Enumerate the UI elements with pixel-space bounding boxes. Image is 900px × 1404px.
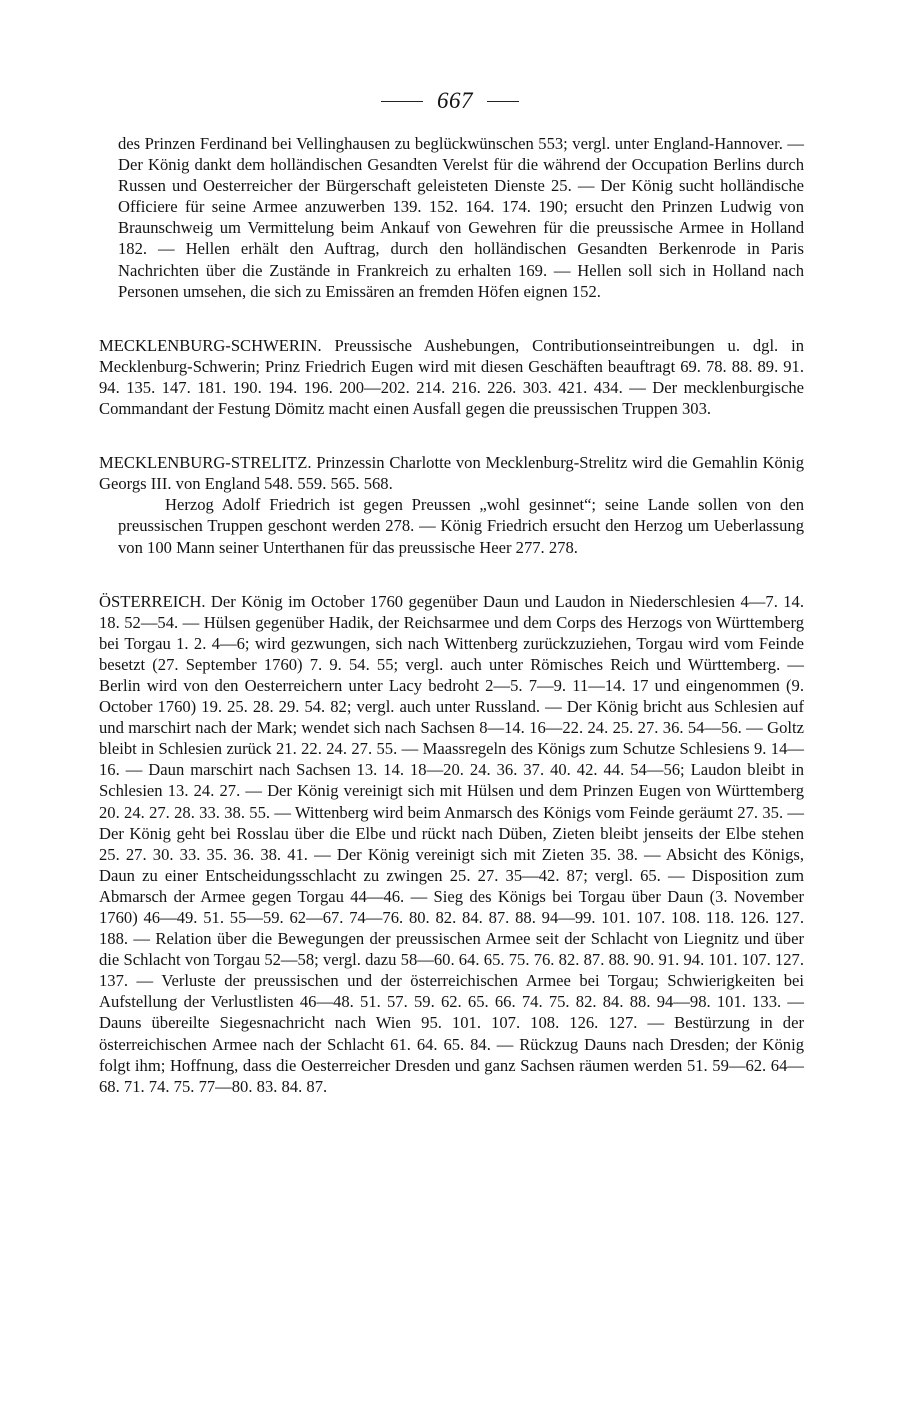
header-rule-right [487,101,519,102]
page-header [0,86,900,116]
entry-text: Prinzessin Charlotte von Mecklenburg-Strelitz wird die Gemahlin König Georgs III. von England 548. 559. 565. 568. [99,453,804,494]
entry-heading: MECKLENBURG-STRELITZ. [99,453,312,473]
entry-subparagraph: Herzog Adolf Friedrich ist gegen Preussen „wohl gesinnet“; seine Lande sollen von den preussischen Truppen geschont werden 278. — König Friedrich ersucht den Herzog um Ueberlassung von 100 Mann seiner Unterthanen für das preussische Heer 277. 278. [118,495,804,557]
entry-text: Der König im October 1760 gegenüber Daun und Laudon in Niederschlesien 4—7. 14. 18. 52—54. — Hülsen gegenüber Hadik, der Reichsarmee und dem Corps des Herzogs von Württemberg bei Torgau 1. 2. 4—6; wird gezwungen, sich nach Wittenberg zurückzuziehen, Torgau wird vom Feinde besetzt (27. September 1760) 7. 9. 54. 55; vergl. auch unter Römisches Reich und Württemberg. — Berlin wird von den Oesterreichern unter Lacy bedroht 2—5. 7—9. 11—14. 17 und eingenommen (9. October 1760) 19. 25. 28. 29. 54. 82; vergl. auch unter Russland. — Der König bricht aus Schlesien auf und marschirt nach der Mark; wendet sich nach Sachsen 8—14. 16—22. 24. 25. 27. 36. 54—56. — Goltz bleibt in Schlesien zurück 21. 22. 24. 27. 55. — Maassregeln des Königs zum Schutze Schlesiens 9. 14—16. — Daun marschirt nach Sachsen 13. 14. 18—20. 24. 36. 37. 40. 42. 44. 54—56; Laudon bleibt in Schlesien 13. 24. 27. — Der König vereinigt sich mit Hülsen und dem Prinzen Eugen von Württemberg 20. 24. 27. 28. 33. 38. 55. — Wittenberg wird beim Anmarsch des Königs vom Feinde geräumt 27. 35. — Der König geht bei Rosslau über die Elbe und rückt nach Düben, Zieten bleibt jenseits der Elbe stehen 25. 27. 30. 33. 35. 36. 38. 41. — Der König vereinigt sich mit Zieten 35. 38. — Absicht des Königs, Daun zu einer Entscheidungsschlacht zu zwingen 25. 27. 35—42. 87; vergl. 65. — Disposition zum Abmarsch der Armee gegen Torgau 44—46. — Sieg des Königs bei Torgau über Daun (3. November 1760) 46—49. 51. 55—59. 62—67. 74—76. 80. 82. 84. 87. 88. 94—99. 101. 107. 108. 118. 126. 127. 188. — Relation über die Bewegungen der preussischen Armee seit der Schlacht von Liegnitz und über die Schlacht von Torgau 52—58; vergl. dazu 58—60. 64. 65. 75. 76. 82. 87. 88. 90. 91. 94. 101. 107. 127. 137. — Verluste der preussischen und der österreichischen Armee bei Torgau; Schwierigkeiten bei Aufstellung der Verlustlisten 46—48. 51. 57. 59. 62. 65. 66. 74. 75. 82. 84. 88. 94—98. 101. 133. — Dauns übereilte Siegesnachricht nach Wien 95. 101. 107. 108. 126. 127. — Bestürzung in der österreichischen Armee nach der Schlacht 61. 64. 65. 84. — Rückzug Dauns nach Dresden; der König folgt ihm; Hoffnung, dass die Oesterreicher Dresden und ganz Sachsen räumen werden 51. 59—62. 64—68. 71. 74. 75. 77—80. 83. 84. 87. [99,591,804,1096]
entry-text: Preussische Aushebungen, Contributionseintreibungen u. dgl. in Mecklenburg-Schwerin; Prinz Friedrich Eugen wird mit diesen Geschäften beauftragt 69. 78. 88. 89. 91. 94. 135. 147. 181. 190. 194. 196. 200—202. 214. 216. 226. 303. 421. 434. — Der mecklenburgische Commandant der Festung Dömitz macht einen Ausfall gegen die preussischen Truppen 303. [99,335,804,419]
header-rule-left [381,101,423,102]
entry-mecklenburg-strelitz [99,452,804,494]
entry-heading: ÖSTERREICH. [99,591,206,611]
entry-mecklenburg-schwerin [99,335,804,419]
entry-heading: MECKLENBURG-SCHWERIN. [99,335,322,355]
page-number: 667 [437,88,473,113]
index-text [99,133,804,1097]
entry-oesterreich [99,591,804,1097]
continued-entry-paragraph: des Prinzen Ferdinand bei Vellinghausen zu beglückwünschen 553; vergl. unter England-Hannover. — Der König dankt dem holländischen Gesandten Verelst für die während der Occupation Berlins durch Russen und Oesterreicher der Bürgerschaft geleisteten Dienste 25. — Der König sucht holländische Officiere für seine Armee anzuwerben 139. 152. 164. 174. 190; ersucht den Prinzen Ludwig von Braunschweig um Vermittelung beim Ankauf von Gewehren für die preussische Armee in Holland 182. — Hellen erhält den Auftrag, durch den holländischen Gesandten Berkenrode in Paris Nachrichten über die Zustände in Frankreich zu erhalten 169. — Hellen soll sich in Holland nach Personen umsehen, die sich zu Emissären an fremden Höfen eignen 152. [118,134,804,301]
